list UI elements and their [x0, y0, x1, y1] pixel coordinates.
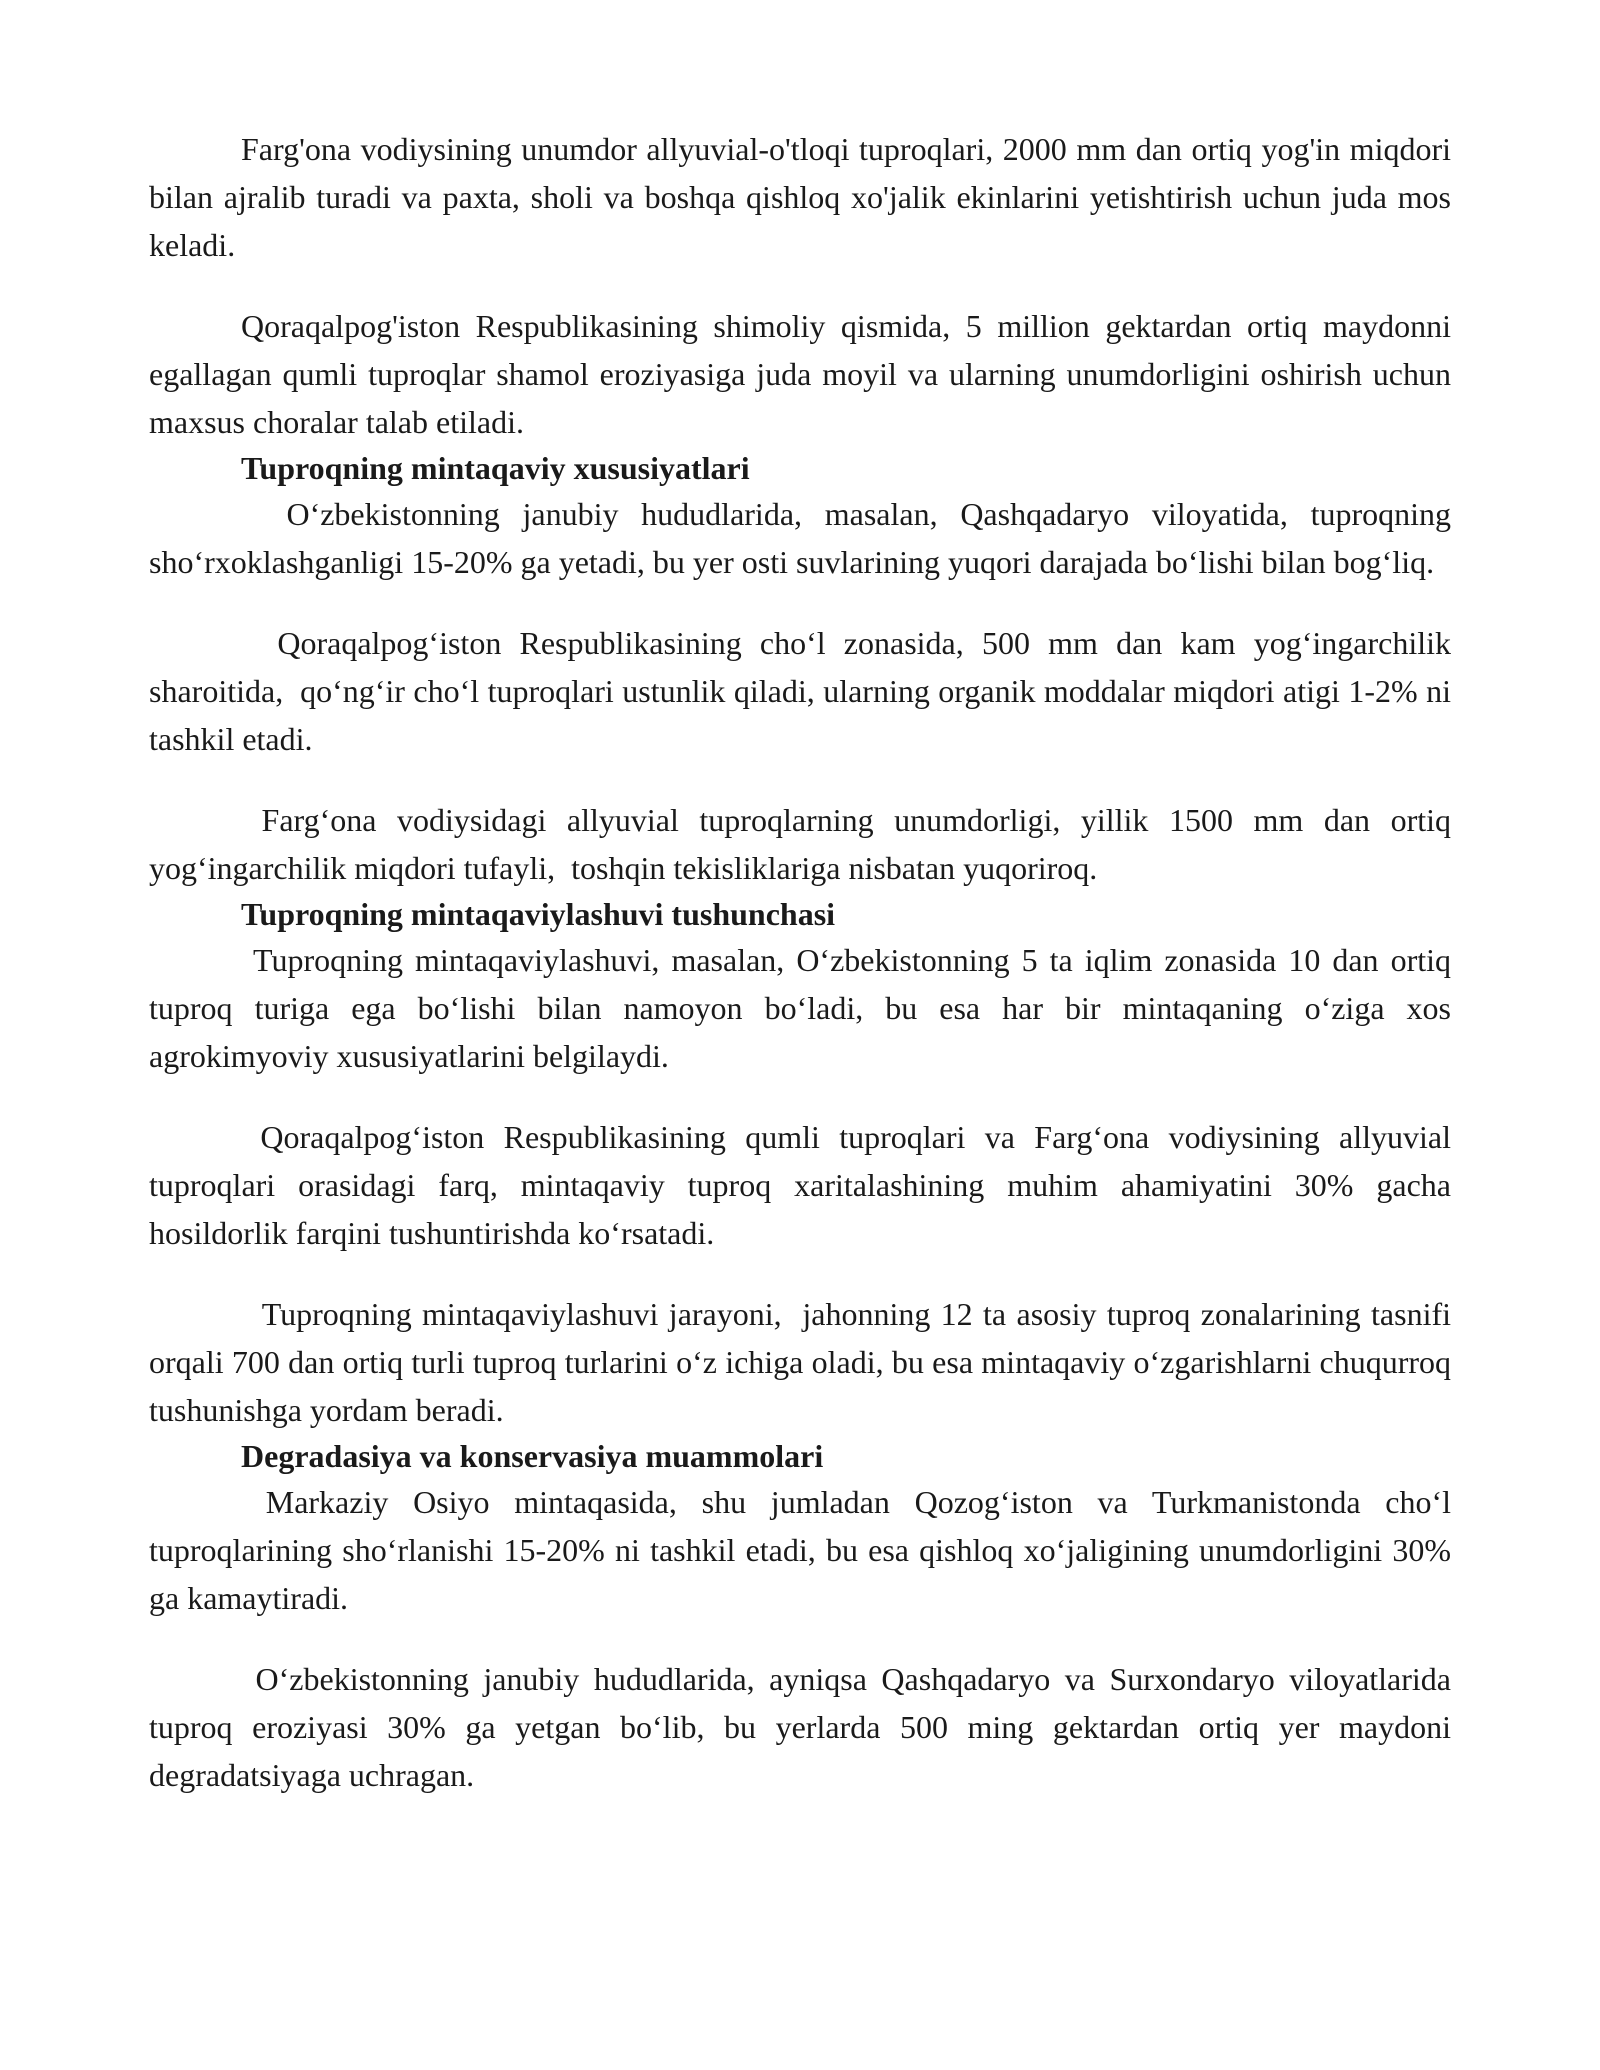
paragraph: Tuproqning mintaqaviylashuvi, masalan, O‘zbekistonning 5 ta iqlim zonasida 10 dan ortiq tuproq turiga ega bo‘lishi bilan namoyon bo‘ladi, bu esa har bir mintaqaning o‘ziga xos agrokimyoviy xususiyatlarini belgilaydi.: [149, 942, 1460, 1074]
paragraph: O‘zbekistonning janubiy hududlarida, ayniqsa Qashqadaryo va Surxondaryo viloyatlarida tuproq eroziyasi 30% ga yetgan bo‘lib, bu yerlarda 500 ming gektardan ortiq yer maydoni degradatsiyaga uchragan.: [149, 1661, 1460, 1793]
paragraph: Markaziy Osiyo mintaqasida, shu jumladan Qozog‘iston va Turkmanistonda cho‘l tuproqlarining sho‘rlanishi 15-20% ni tashkil etadi, bu esa qishloq xo‘jaligining unumdorligini 30% ga kamaytiradi.: [149, 1484, 1460, 1616]
paragraph: Farg'ona vodiysining unumdor allyuvial-o'tloqi tuproqlari, 2000 mm dan ortiq yog'in miqdori bilan ajralib turadi va paxta, sholi va boshqa qishloq xo'jalik ekinlarini yetishtirish uchun juda mos keladi.: [149, 131, 1451, 263]
paragraph: Tuproqning mintaqaviylashuvi jarayoni, jahonning 12 ta asosiy tuproq zonalarining tasnifi orqali 700 dan ortiq turli tuproq turlarini o‘z ichiga oladi, bu esa mintaqaviy o‘zgarishlarni chuqurroq tushunishga yordam beradi.: [149, 1296, 1460, 1428]
document-page: [149, 125, 1460, 1799]
paragraph: Qoraqalpog‘iston Respublikasining qumli tuproqlari va Farg‘ona vodiysining allyuvial tuproqlari orasidagi farq, mintaqaviy tuproq xaritalashining muhim ahamiyatini 30% gacha hosildorlik farqini tushuntirishda ko‘rsatadi.: [149, 1119, 1460, 1251]
paragraph: Farg‘ona vodiysidagi allyuvial tuproqlarning unumdorligi, yillik 1500 mm dan ortiq yog‘ingarchilik miqdori tufayli, toshqin tekisliklariga nisbatan yuqoriroq.: [149, 802, 1460, 886]
paragraph: Qoraqalpog'iston Respublikasining shimoliy qismida, 5 million gektardan ortiq maydonni egallagan qumli tuproqlar shamol eroziyasiga juda moyil va ularning unumdorligini oshirish uchun maxsus choralar talab etiladi.: [149, 308, 1451, 440]
section-heading: Tuproqning mintaqaviylashuvi tushunchasi: [241, 896, 836, 932]
paragraph: Qoraqalpog‘iston Respublikasining cho‘l zonasida, 500 mm dan kam yog‘ingarchilik sharoitida, qo‘ng‘ir cho‘l tuproqlari ustunlik qiladi, ularning organik moddalar miqdori atigi 1-2% ni tashkil etadi.: [149, 625, 1460, 757]
paragraph: O‘zbekistonning janubiy hududlarida, masalan, Qashqadaryo viloyatida, tuproqning sho‘rxoklashganligi 15-20% ga yetadi, bu yer osti suvlarining yuqori darajada bo‘lishi bilan bog‘liq.: [149, 496, 1460, 580]
section-heading: Tuproqning mintaqaviy xususiyatlari: [241, 450, 750, 486]
section-heading: Degradasiya va konservasiya muammolari: [241, 1438, 824, 1474]
